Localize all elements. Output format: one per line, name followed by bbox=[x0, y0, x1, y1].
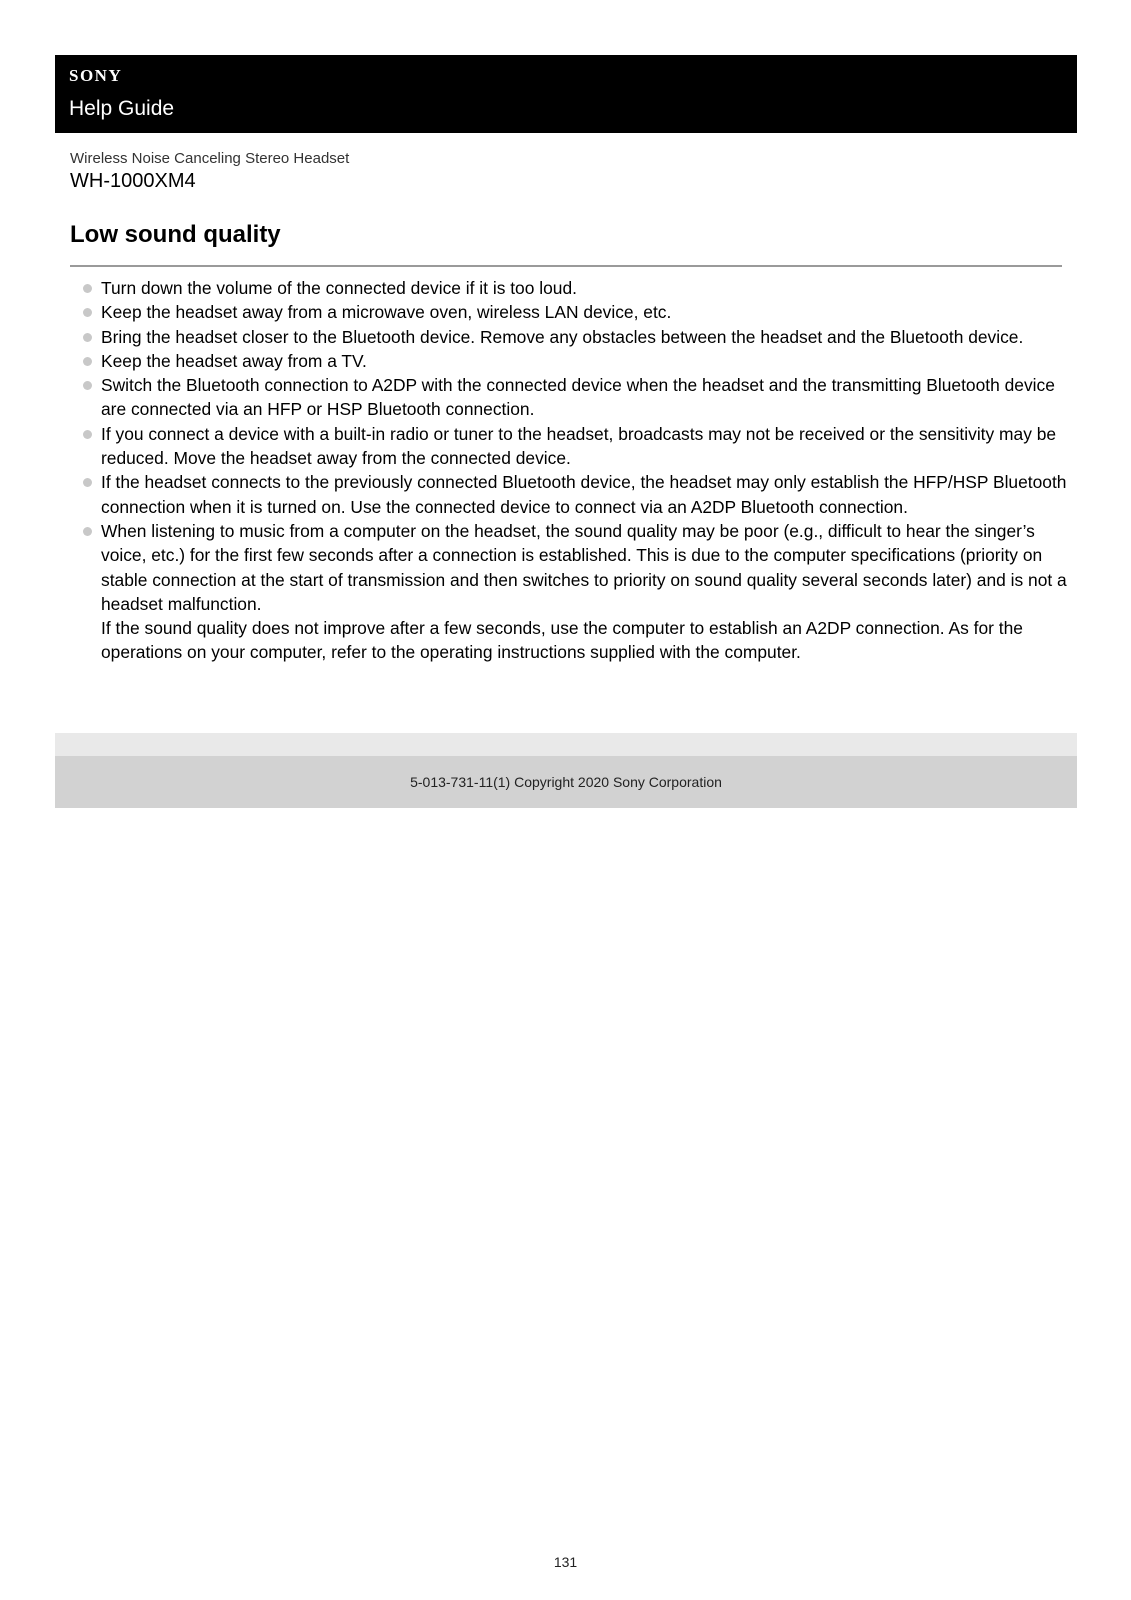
list-item bbox=[82, 519, 1068, 665]
page-number: 131 bbox=[553, 1554, 578, 1570]
list-item bbox=[82, 373, 1068, 422]
list-item bbox=[82, 422, 1068, 471]
list-item bbox=[82, 300, 1068, 324]
footer-bar bbox=[55, 756, 1077, 808]
bullet-icon bbox=[83, 381, 92, 390]
model-name: WH-1000XM4 bbox=[70, 170, 196, 192]
bullet-icon bbox=[83, 478, 92, 487]
list-item-text: When listening to music from a computer on the headset, the sound quality may be poor (e.g., difficult to hear the singer’s voice, etc.) for the first few seconds after a connection is established. This is due to the computer specifications (priority on stable connection at the start of transmission and then switches to priority on sound quality several seconds later) and is not a headset malfunction. bbox=[101, 520, 1067, 614]
troubleshooting-list bbox=[82, 276, 1068, 665]
sony-logo: SONY bbox=[69, 66, 123, 85]
footer-top-band bbox=[55, 733, 1077, 756]
product-category: Wireless Noise Canceling Stereo Headset bbox=[70, 150, 350, 167]
list-item bbox=[82, 470, 1068, 519]
list-item-text: If you connect a device with a built-in radio or tuner to the headset, broadcasts may not be received or the sensitivity may be reduced. Move the headset away from the connected device. bbox=[101, 423, 1057, 469]
list-item-text: Turn down the volume of the connected device if it is too loud. bbox=[101, 278, 577, 298]
list-item-text: Keep the headset away from a TV. bbox=[101, 350, 367, 371]
list-item-text: Bring the headset closer to the Bluetooth device. Remove any obstacles between the headset and the Bluetooth device. bbox=[101, 326, 1024, 347]
list-item bbox=[82, 276, 1068, 300]
list-item bbox=[82, 325, 1068, 349]
help-guide-title: Help Guide bbox=[69, 97, 175, 120]
list-item-note: If the sound quality does not improve after a few seconds, use the computer to establish an A2DP connection. As for the operations on your computer, refer to the operating instructions supplied with the computer. bbox=[101, 618, 1023, 663]
bullet-icon bbox=[83, 284, 92, 293]
bullet-icon bbox=[83, 357, 92, 366]
bullet-icon bbox=[83, 308, 92, 317]
list-item-text: If the headset connects to the previously connected Bluetooth device, the headset may only establish the HFP/HSP Bluetooth connection when it is turned on. Use the connected device to connect via an A2DP Bluetooth connection. bbox=[101, 472, 1067, 517]
bullet-icon bbox=[83, 430, 92, 439]
copyright-text: 5-013-731-11(1) Copyright 2020 Sony Corporation bbox=[410, 774, 722, 790]
title-divider bbox=[70, 265, 1062, 267]
bullet-icon bbox=[83, 527, 92, 536]
list-item-text: Keep the headset away from a microwave oven, wireless LAN device, etc. bbox=[101, 302, 672, 323]
list-item bbox=[82, 349, 1068, 373]
bullet-icon bbox=[83, 333, 92, 342]
list-item-text: Switch the Bluetooth connection to A2DP with the connected device when the headset and the transmitting Bluetooth device are connected via an HFP or HSP Bluetooth connection. bbox=[101, 375, 1055, 420]
header-bar bbox=[55, 55, 1077, 133]
page-title: Low sound quality bbox=[70, 221, 281, 248]
